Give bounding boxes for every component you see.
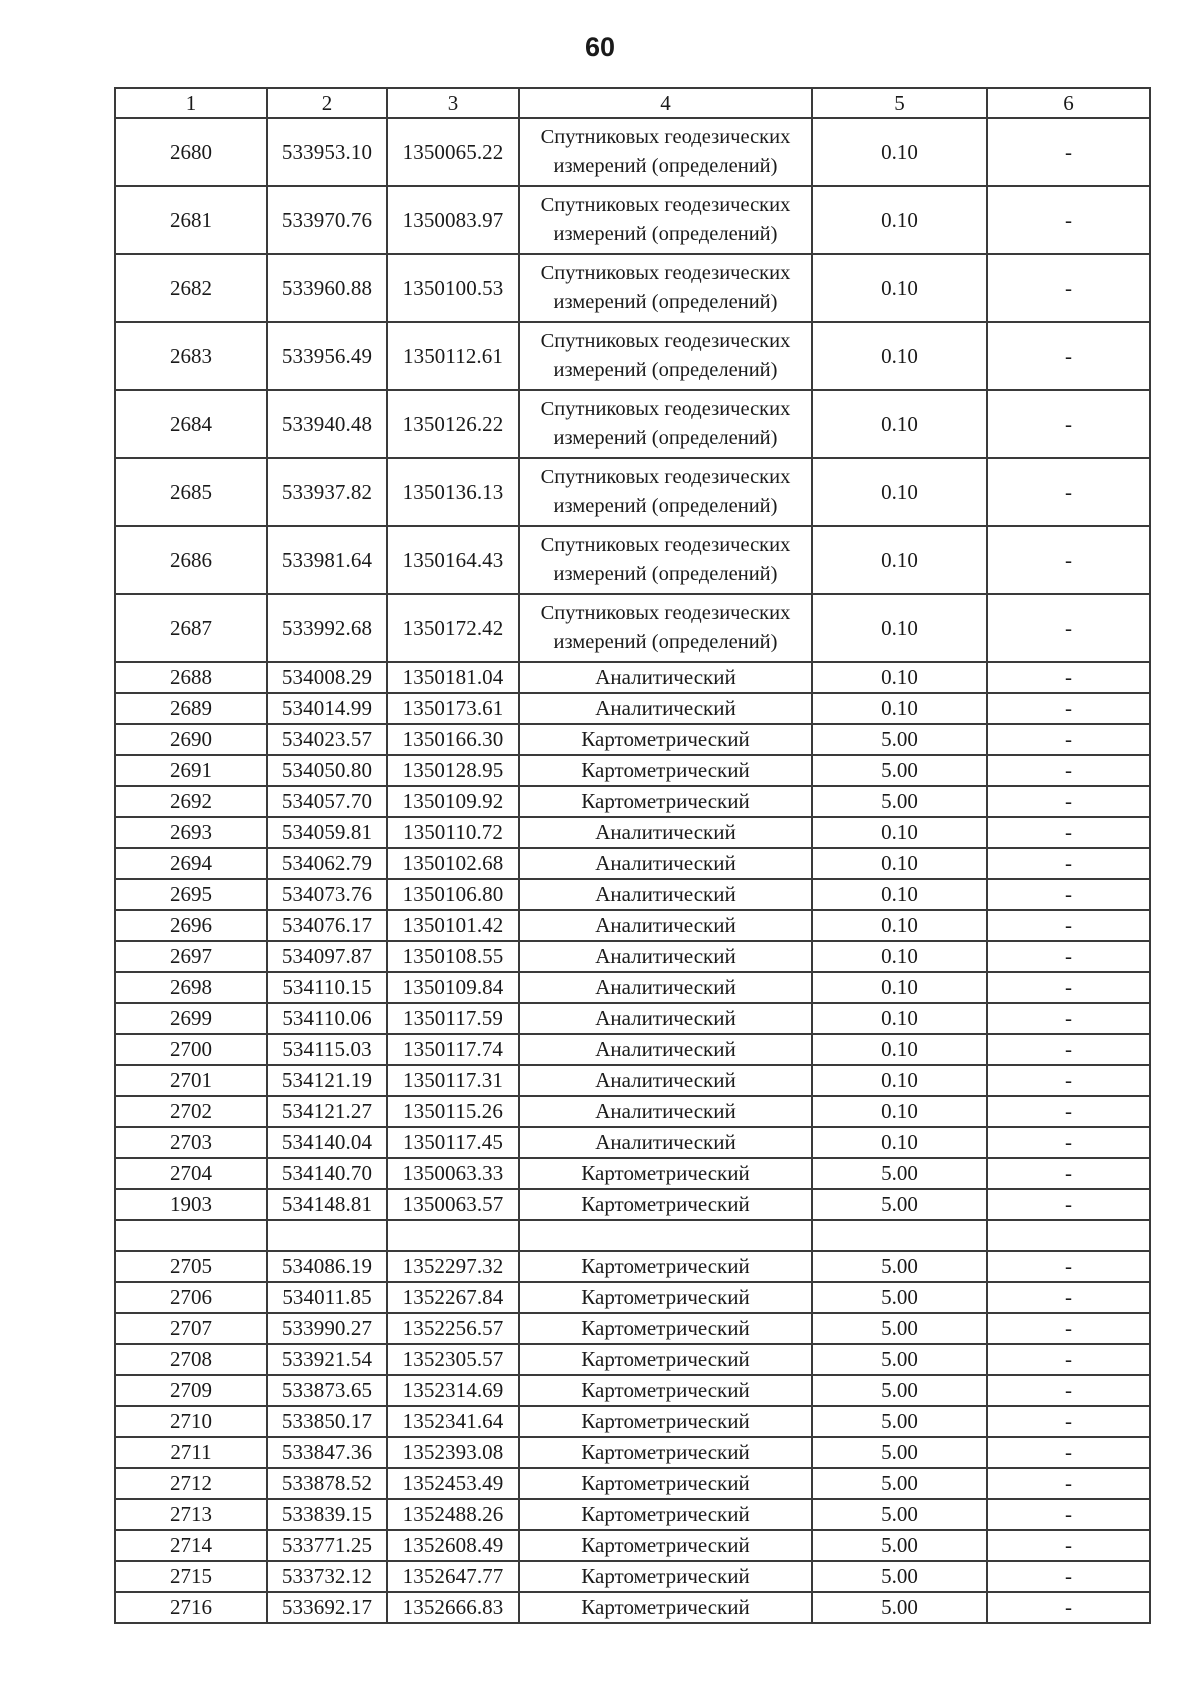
table-row [115,458,1150,526]
table-row [115,526,1150,594]
x-coordinate-cell: 534115.03 [267,1034,387,1065]
accuracy-cell: 5.00 [812,1561,987,1592]
accuracy-cell: 5.00 [812,1468,987,1499]
table-row [115,322,1150,390]
accuracy-cell: 0.10 [812,941,987,972]
x-coordinate-cell: 534121.19 [267,1065,387,1096]
table-row [115,1251,1150,1282]
method-cell: Картометрический [519,1282,812,1313]
accuracy-cell: 0.10 [812,186,987,254]
table-header-row [115,88,1150,118]
point-number-cell: 2712 [115,1468,267,1499]
y-coordinate-cell: 1352488.26 [387,1499,519,1530]
point-number-cell: 2708 [115,1344,267,1375]
point-number-cell: 2680 [115,118,267,186]
method-cell: Спутниковых геодезических измерений (определений) [519,254,812,322]
accuracy-cell: 5.00 [812,1592,987,1623]
x-coordinate-cell [267,1220,387,1251]
point-number-cell: 2702 [115,1096,267,1127]
point-number-cell: 2692 [115,786,267,817]
description-cell: - [987,1592,1150,1623]
accuracy-cell: 0.10 [812,390,987,458]
point-number-cell: 2686 [115,526,267,594]
point-number-cell: 2681 [115,186,267,254]
point-number-cell: 2698 [115,972,267,1003]
x-coordinate-cell: 533921.54 [267,1344,387,1375]
x-coordinate-cell: 534140.70 [267,1158,387,1189]
y-coordinate-cell: 1350106.80 [387,879,519,910]
accuracy-cell: 5.00 [812,1251,987,1282]
description-cell: - [987,662,1150,693]
method-cell: Картометрический [519,1344,812,1375]
description-cell: - [987,186,1150,254]
coordinates-table [114,87,1151,1624]
x-coordinate-cell: 533937.82 [267,458,387,526]
x-coordinate-cell: 533960.88 [267,254,387,322]
y-coordinate-cell: 1350100.53 [387,254,519,322]
table-row [115,910,1150,941]
x-coordinate-cell: 534062.79 [267,848,387,879]
table-row [115,786,1150,817]
method-cell: Спутниковых геодезических измерений (определений) [519,118,812,186]
description-cell: - [987,755,1150,786]
method-cell: Картометрический [519,724,812,755]
point-number-cell: 2711 [115,1437,267,1468]
accuracy-cell: 5.00 [812,724,987,755]
description-cell: - [987,1437,1150,1468]
method-cell: Картометрический [519,1251,812,1282]
y-coordinate-cell: 1352453.49 [387,1468,519,1499]
y-coordinate-cell: 1350117.45 [387,1127,519,1158]
method-cell: Аналитический [519,879,812,910]
description-cell: - [987,1468,1150,1499]
x-coordinate-cell: 533940.48 [267,390,387,458]
page-number: 60 [584,32,616,62]
x-coordinate-cell: 533839.15 [267,1499,387,1530]
y-coordinate-cell [387,1220,519,1251]
accuracy-cell [812,1220,987,1251]
accuracy-cell: 0.10 [812,526,987,594]
method-cell: Картометрический [519,1592,812,1623]
y-coordinate-cell: 1352267.84 [387,1282,519,1313]
point-number-cell: 2700 [115,1034,267,1065]
x-coordinate-cell: 534148.81 [267,1189,387,1220]
table-row [115,1003,1150,1034]
y-coordinate-cell: 1352297.32 [387,1251,519,1282]
table-row [115,1127,1150,1158]
x-coordinate-cell: 534110.15 [267,972,387,1003]
table-row [115,879,1150,910]
description-cell: - [987,1375,1150,1406]
description-cell: - [987,1251,1150,1282]
point-number-cell: 2682 [115,254,267,322]
table-row [115,186,1150,254]
x-coordinate-cell: 533847.36 [267,1437,387,1468]
method-cell: Спутниковых геодезических измерений (определений) [519,458,812,526]
description-cell: - [987,1003,1150,1034]
y-coordinate-cell: 1350063.57 [387,1189,519,1220]
description-cell: - [987,1344,1150,1375]
x-coordinate-cell: 534059.81 [267,817,387,848]
y-coordinate-cell: 1350101.42 [387,910,519,941]
description-cell: - [987,693,1150,724]
y-coordinate-cell: 1350166.30 [387,724,519,755]
y-coordinate-cell: 1350109.84 [387,972,519,1003]
accuracy-cell: 0.10 [812,118,987,186]
y-coordinate-cell: 1352608.49 [387,1530,519,1561]
accuracy-cell: 5.00 [812,1344,987,1375]
accuracy-cell: 5.00 [812,1375,987,1406]
x-coordinate-cell: 534011.85 [267,1282,387,1313]
table-row [115,1158,1150,1189]
description-cell: - [987,1561,1150,1592]
x-coordinate-cell: 533771.25 [267,1530,387,1561]
accuracy-cell: 0.10 [812,1034,987,1065]
point-number-cell: 2715 [115,1561,267,1592]
y-coordinate-cell: 1350164.43 [387,526,519,594]
accuracy-cell: 5.00 [812,755,987,786]
x-coordinate-cell: 533692.17 [267,1592,387,1623]
accuracy-cell: 0.10 [812,254,987,322]
accuracy-cell: 5.00 [812,1158,987,1189]
accuracy-cell: 0.10 [812,1127,987,1158]
method-cell: Картометрический [519,1561,812,1592]
description-cell: - [987,910,1150,941]
x-coordinate-cell: 533873.65 [267,1375,387,1406]
method-cell: Картометрический [519,786,812,817]
table-row [115,1096,1150,1127]
point-number-cell: 2695 [115,879,267,910]
y-coordinate-cell: 1352647.77 [387,1561,519,1592]
accuracy-cell: 5.00 [812,1406,987,1437]
point-number-cell: 2714 [115,1530,267,1561]
accuracy-cell: 5.00 [812,1437,987,1468]
table-row [115,1065,1150,1096]
x-coordinate-cell: 534023.57 [267,724,387,755]
y-coordinate-cell: 1350102.68 [387,848,519,879]
x-coordinate-cell: 533992.68 [267,594,387,662]
point-number-cell: 2687 [115,594,267,662]
point-number-cell: 2696 [115,910,267,941]
accuracy-cell: 5.00 [812,1499,987,1530]
x-coordinate-cell: 534140.04 [267,1127,387,1158]
point-number-cell: 2716 [115,1592,267,1623]
point-number-cell: 2709 [115,1375,267,1406]
table-row [115,1034,1150,1065]
method-cell: Аналитический [519,817,812,848]
x-coordinate-cell: 534057.70 [267,786,387,817]
method-cell: Аналитический [519,848,812,879]
y-coordinate-cell: 1350117.59 [387,1003,519,1034]
method-cell: Картометрический [519,1437,812,1468]
x-coordinate-cell: 534097.87 [267,941,387,972]
y-coordinate-cell: 1350063.33 [387,1158,519,1189]
table-row [115,755,1150,786]
table-row [115,848,1150,879]
table-row [115,1313,1150,1344]
point-number-cell: 2704 [115,1158,267,1189]
point-number-cell: 2690 [115,724,267,755]
table-row [115,1561,1150,1592]
point-number-cell: 2701 [115,1065,267,1096]
point-number-cell: 2689 [115,693,267,724]
accuracy-cell: 5.00 [812,1282,987,1313]
method-cell: Аналитический [519,662,812,693]
x-coordinate-cell: 534076.17 [267,910,387,941]
y-coordinate-cell: 1352341.64 [387,1406,519,1437]
y-coordinate-cell: 1350110.72 [387,817,519,848]
x-coordinate-cell: 533878.52 [267,1468,387,1499]
point-number-cell: 2705 [115,1251,267,1282]
method-cell: Аналитический [519,1096,812,1127]
description-cell: - [987,322,1150,390]
y-coordinate-cell: 1350115.26 [387,1096,519,1127]
method-cell: Картометрический [519,1189,812,1220]
description-cell: - [987,1127,1150,1158]
y-coordinate-cell: 1350128.95 [387,755,519,786]
y-coordinate-cell: 1352305.57 [387,1344,519,1375]
point-number-cell: 2713 [115,1499,267,1530]
description-cell: - [987,1096,1150,1127]
y-coordinate-cell: 1350181.04 [387,662,519,693]
table-row [115,1592,1150,1623]
method-cell: Аналитический [519,693,812,724]
x-coordinate-cell: 533850.17 [267,1406,387,1437]
x-coordinate-cell: 534073.76 [267,879,387,910]
x-coordinate-cell: 534014.99 [267,693,387,724]
y-coordinate-cell: 1350136.13 [387,458,519,526]
y-coordinate-cell: 1350108.55 [387,941,519,972]
y-coordinate-cell: 1350172.42 [387,594,519,662]
description-cell: - [987,724,1150,755]
x-coordinate-cell: 533732.12 [267,1561,387,1592]
description-cell: - [987,941,1150,972]
description-cell: - [987,390,1150,458]
point-number-cell: 2693 [115,817,267,848]
point-number-cell: 2697 [115,941,267,972]
description-cell [987,1220,1150,1251]
accuracy-cell: 0.10 [812,1096,987,1127]
point-number-cell: 2710 [115,1406,267,1437]
table-row [115,1468,1150,1499]
point-number-cell: 2703 [115,1127,267,1158]
table-row [115,972,1150,1003]
y-coordinate-cell: 1350117.31 [387,1065,519,1096]
table-row [115,1189,1150,1220]
y-coordinate-cell: 1350065.22 [387,118,519,186]
accuracy-cell: 0.10 [812,594,987,662]
column-header: 4 [519,88,812,118]
table-row [115,724,1150,755]
description-cell: - [987,118,1150,186]
point-number-cell: 2694 [115,848,267,879]
description-cell: - [987,254,1150,322]
method-cell: Спутниковых геодезических измерений (определений) [519,526,812,594]
table-row [115,594,1150,662]
table-row [115,817,1150,848]
point-number-cell: 2706 [115,1282,267,1313]
method-cell: Аналитический [519,972,812,1003]
method-cell: Спутниковых геодезических измерений (определений) [519,186,812,254]
description-cell: - [987,848,1150,879]
method-cell: Картометрический [519,1375,812,1406]
method-cell: Аналитический [519,1127,812,1158]
description-cell: - [987,817,1150,848]
description-cell: - [987,879,1150,910]
table-row [115,1344,1150,1375]
table-row [115,1220,1150,1251]
accuracy-cell: 0.10 [812,848,987,879]
method-cell: Спутниковых геодезических измерений (определений) [519,594,812,662]
y-coordinate-cell: 1352314.69 [387,1375,519,1406]
x-coordinate-cell: 534086.19 [267,1251,387,1282]
table-row [115,1375,1150,1406]
x-coordinate-cell: 534008.29 [267,662,387,693]
accuracy-cell: 0.10 [812,972,987,1003]
point-number-cell [115,1220,267,1251]
point-number-cell: 2683 [115,322,267,390]
method-cell: Картометрический [519,1530,812,1561]
description-cell: - [987,1499,1150,1530]
accuracy-cell: 0.10 [812,1065,987,1096]
y-coordinate-cell: 1350109.92 [387,786,519,817]
method-cell: Спутниковых геодезических измерений (определений) [519,390,812,458]
y-coordinate-cell: 1350112.61 [387,322,519,390]
description-cell: - [987,1158,1150,1189]
method-cell: Картометрический [519,1313,812,1344]
method-cell: Аналитический [519,1065,812,1096]
x-coordinate-cell: 533953.10 [267,118,387,186]
method-cell: Картометрический [519,1158,812,1189]
x-coordinate-cell: 533956.49 [267,322,387,390]
table-row [115,1282,1150,1313]
y-coordinate-cell: 1350117.74 [387,1034,519,1065]
description-cell: - [987,1065,1150,1096]
method-cell [519,1220,812,1251]
accuracy-cell: 0.10 [812,817,987,848]
point-number-cell: 2699 [115,1003,267,1034]
x-coordinate-cell: 533990.27 [267,1313,387,1344]
table-row [115,1437,1150,1468]
accuracy-cell: 0.10 [812,879,987,910]
point-number-cell: 1903 [115,1189,267,1220]
description-cell: - [987,786,1150,817]
description-cell: - [987,594,1150,662]
method-cell: Аналитический [519,1034,812,1065]
y-coordinate-cell: 1352256.57 [387,1313,519,1344]
table-row [115,118,1150,186]
method-cell: Аналитический [519,1003,812,1034]
x-coordinate-cell: 534050.80 [267,755,387,786]
table-row [115,1406,1150,1437]
accuracy-cell: 5.00 [812,786,987,817]
y-coordinate-cell: 1352666.83 [387,1592,519,1623]
accuracy-cell: 5.00 [812,1313,987,1344]
accuracy-cell: 0.10 [812,910,987,941]
table-row [115,390,1150,458]
method-cell: Картометрический [519,1406,812,1437]
accuracy-cell: 5.00 [812,1189,987,1220]
method-cell: Аналитический [519,941,812,972]
method-cell: Картометрический [519,755,812,786]
y-coordinate-cell: 1352393.08 [387,1437,519,1468]
column-header: 5 [812,88,987,118]
column-header: 1 [115,88,267,118]
point-number-cell: 2688 [115,662,267,693]
accuracy-cell: 0.10 [812,662,987,693]
accuracy-cell: 0.10 [812,1003,987,1034]
method-cell: Аналитический [519,910,812,941]
description-cell: - [987,1530,1150,1561]
method-cell: Картометрический [519,1468,812,1499]
table-row [115,1499,1150,1530]
accuracy-cell: 0.10 [812,693,987,724]
point-number-cell: 2685 [115,458,267,526]
description-cell: - [987,972,1150,1003]
description-cell: - [987,1189,1150,1220]
point-number-cell: 2691 [115,755,267,786]
y-coordinate-cell: 1350126.22 [387,390,519,458]
table-row [115,693,1150,724]
description-cell: - [987,458,1150,526]
description-cell: - [987,1034,1150,1065]
description-cell: - [987,1406,1150,1437]
x-coordinate-cell: 533970.76 [267,186,387,254]
table-body [115,118,1150,1623]
x-coordinate-cell: 534121.27 [267,1096,387,1127]
method-cell: Спутниковых геодезических измерений (определений) [519,322,812,390]
table-row [115,1530,1150,1561]
method-cell: Картометрический [519,1499,812,1530]
description-cell: - [987,526,1150,594]
description-cell: - [987,1313,1150,1344]
point-number-cell: 2707 [115,1313,267,1344]
accuracy-cell: 0.10 [812,322,987,390]
y-coordinate-cell: 1350083.97 [387,186,519,254]
description-cell: - [987,1282,1150,1313]
table-row [115,254,1150,322]
x-coordinate-cell: 533981.64 [267,526,387,594]
y-coordinate-cell: 1350173.61 [387,693,519,724]
x-coordinate-cell: 534110.06 [267,1003,387,1034]
accuracy-cell: 0.10 [812,458,987,526]
column-header: 2 [267,88,387,118]
point-number-cell: 2684 [115,390,267,458]
table-row [115,662,1150,693]
table-row [115,941,1150,972]
column-header: 6 [987,88,1150,118]
accuracy-cell: 5.00 [812,1530,987,1561]
column-header: 3 [387,88,519,118]
